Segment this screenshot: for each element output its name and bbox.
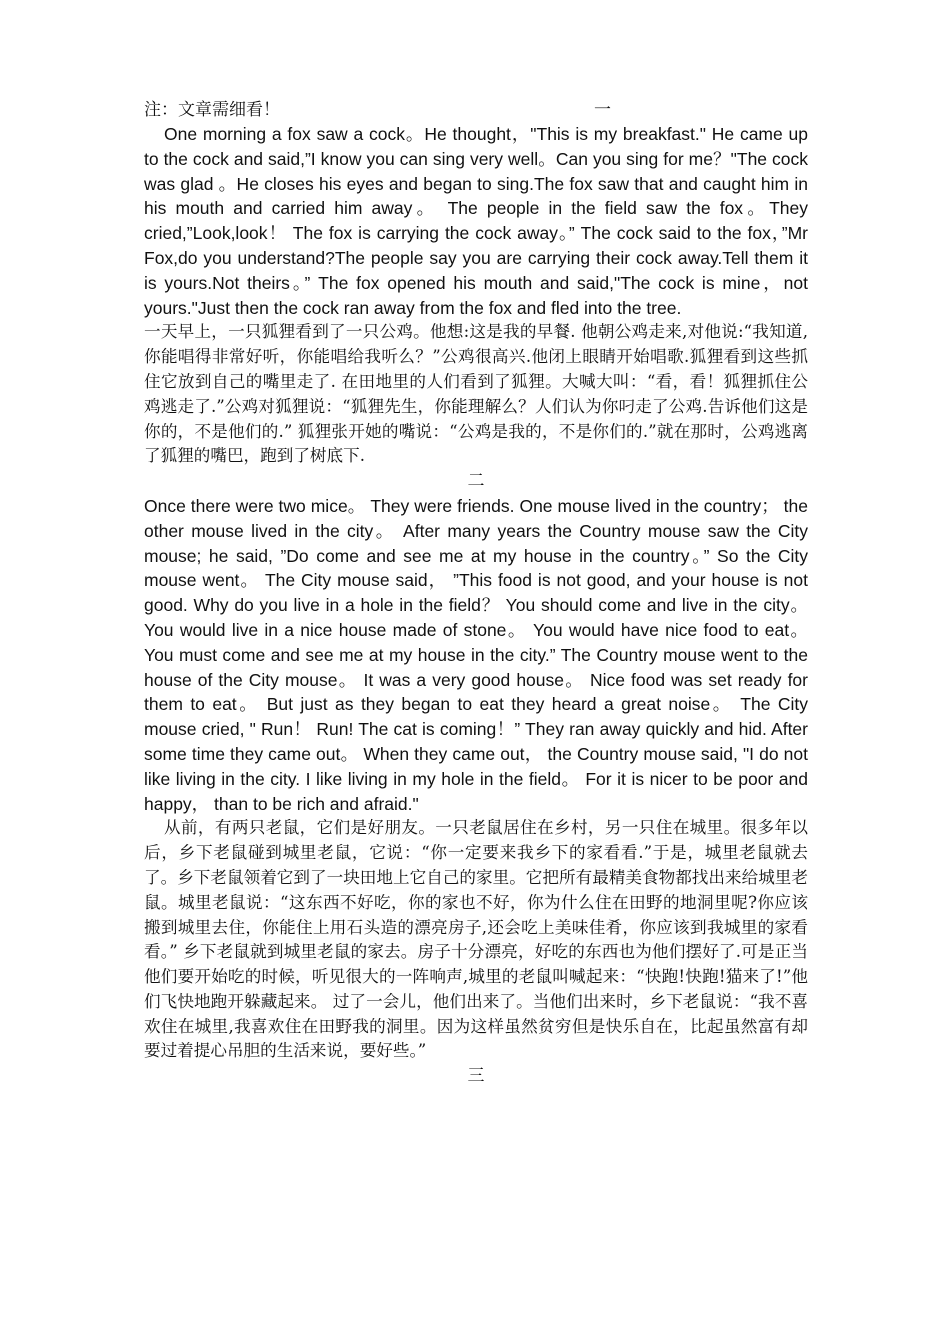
note-line bbox=[144, 98, 808, 122]
document-page bbox=[144, 98, 808, 1089]
story-1-english: One morning a fox saw a cock。He thought，"This is my breakfast." He came up to the cock and said,”I know you can sing very well。Can you sing for me？"The cock was glad 。He closes his eyes and began to sing.The fox saw that and caught him in his mouth and carried him away。 The people in the field saw the fox。They cried,”Look,look！ The fox is carrying the cock away。” The cock said to the fox，”Mr Fox,do you understand?The people say you are carrying their cock away.Tell them it is yours.Not theirs。” The fox opened his mouth and said,"The cock is mine，not yours."Just then the cock ran away from the fox and fled into the tree. bbox=[144, 124, 808, 318]
section-3-number: 三 bbox=[467, 1066, 485, 1087]
story-1-chinese: 一天早上，一只狐狸看到了一只公鸡。他想:这是我的早餐. 他朝公鸡走来,对他说:“我知道,你能唱得非常好听，你能唱给我听么？”公鸡很高兴.他闭上眼睛开始唱歌.狐狸看到这些抓住它放到自己的嘴里走了. 在田地里的人们看到了狐狸。大喊大叫：“看，看！狐狸抓住公鸡逃走了.”公鸡对狐狸说：“狐狸先生，你能理解么？人们认为你叼走了公鸡.告诉他们这是你的，不是他们的.” 狐狸张开她的嘴说：“公鸡是我的，不是你们的.”就在那时，公鸡逃离了狐狸的嘴巴，跑到了树底下. bbox=[144, 322, 808, 466]
reading-note: 注：文章需细看！ bbox=[144, 100, 280, 120]
section-2-number: 二 bbox=[467, 471, 485, 492]
story-2-chinese: 从前，有两只老鼠，它们是好朋友。一只老鼠居住在乡村，另一只住在城里。很多年以后，乡下老鼠碰到城里老鼠，它说：“你一定要来我乡下的家看看.”于是，城里老鼠就去了。乡下老鼠领着它到了一块田地上它自己的家里。它把所有最精美食物都找出来给城里老鼠。城里老鼠说：“这东西不好吃，你的家也不好，你为什么住在田野的地洞里呢?你应该搬到城里去住，你能住上用石头造的漂亮房子,还会吃上美味佳肴，你应该到我城里的家看看。” 乡下老鼠就到城里老鼠的家去。房子十分漂亮，好吃的东西也为他们摆好了.可是正当他们要开始吃的时候，听见很大的一阵响声,城里的老鼠叫喊起来：“快跑!快跑!猫来了!”他们飞快地跑开躲藏起来。 过了一会儿，他们出来了。当他们出来时，乡下老鼠说：“我不喜欢住在城里,我喜欢住在田野我的洞里。因为这样虽然贫穷但是快乐自在，比起虽然富有却要过着提心吊胆的生活来说，要好些。” bbox=[144, 818, 808, 1061]
section-1-number: 一 bbox=[594, 100, 611, 120]
story-2-english: Once there were two mice。 They were friends. One mouse lived in the country； the other mouse lived in the city。 After many years the Country mouse saw the City mouse; he said, ”Do come and see me at my house in the country。” So the City mouse went。 The City mouse said， ”This food is not good, and your house is not good. Why do you live in a hole in the field？ You should come and live in the city。 You would live in a nice house made of stone。 You would have nice food to eat。 You must come and see me at my house in the city.” The Country mouse went to the house of the City mouse。 It was a very good house。 Nice food was set ready for them to eat。 But just as they began to eat they heard a great noise。 The City mouse cried, " Run！ Run! The cat is coming！” They ran away quickly and hid. After some time they came out。 When they came out， the Country mouse said, "I do not like living in the city. I like living in my hole in the field。 For it is nicer to be poor and happy， than to be rich and afraid." bbox=[144, 495, 808, 814]
